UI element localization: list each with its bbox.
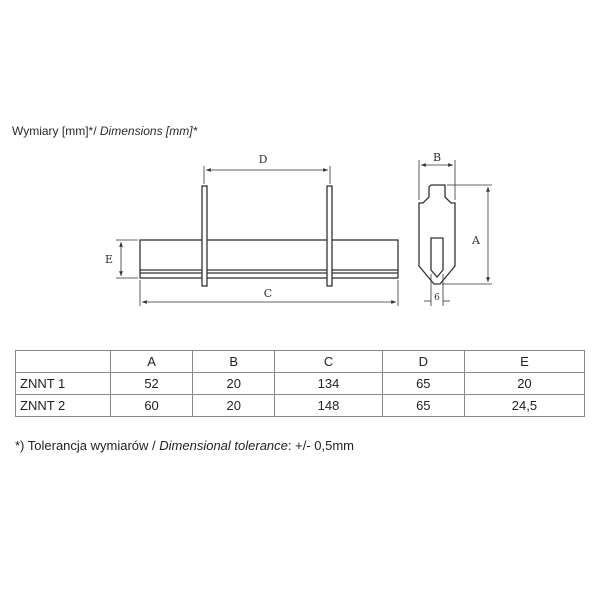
header-cell: C — [275, 351, 382, 373]
footnote-text-pl: *) Tolerancja wymiarów / — [15, 438, 160, 453]
value-cell: 65 — [382, 373, 464, 395]
value-cell: 20 — [464, 373, 584, 395]
dimension-d — [204, 166, 330, 184]
header-cell: E — [464, 351, 584, 373]
label-six: 6 — [434, 293, 440, 303]
header-cell — [16, 351, 111, 373]
table-row — [16, 395, 585, 417]
value-cell: 65 — [382, 395, 464, 417]
header-cell: D — [382, 351, 464, 373]
value-cell: 20 — [193, 395, 275, 417]
end-profile-slot — [431, 238, 443, 277]
end-view — [419, 185, 455, 284]
footnote-tolerance-value: : +/- 0,5mm — [287, 438, 354, 453]
model-cell: ZNNT 2 — [16, 395, 111, 417]
dimension-e — [116, 240, 138, 278]
header-cell: A — [111, 351, 193, 373]
dimension-b — [419, 160, 455, 200]
dimension-a — [442, 185, 492, 284]
table-header-row — [16, 351, 585, 373]
label-d: D — [258, 153, 268, 166]
heading-text-pl: Wymiary [mm]*/ — [12, 124, 100, 138]
label-e: E — [104, 253, 114, 266]
footnote-text-en: Dimensional tolerance — [159, 438, 288, 453]
header-cell: B — [193, 351, 275, 373]
table-row — [16, 373, 585, 395]
heading-text-en: Dimensions [mm]* — [99, 124, 198, 138]
side-view — [140, 186, 398, 286]
dimensions-table — [15, 350, 585, 417]
value-cell: 134 — [275, 373, 382, 395]
value-cell: 20 — [193, 373, 275, 395]
profile-body — [140, 240, 398, 278]
label-a: A — [472, 234, 480, 247]
value-cell: 60 — [111, 395, 193, 417]
end-profile-outline — [419, 185, 455, 284]
value-cell: 52 — [111, 373, 193, 395]
value-cell: 24,5 — [464, 395, 584, 417]
label-c: C — [263, 287, 273, 300]
value-cell: 148 — [275, 395, 382, 417]
label-b: B — [432, 151, 442, 164]
left-hanger — [202, 186, 207, 286]
tolerance-footnote — [15, 438, 354, 453]
right-hanger — [327, 186, 332, 286]
model-cell: ZNNT 1 — [16, 373, 111, 395]
